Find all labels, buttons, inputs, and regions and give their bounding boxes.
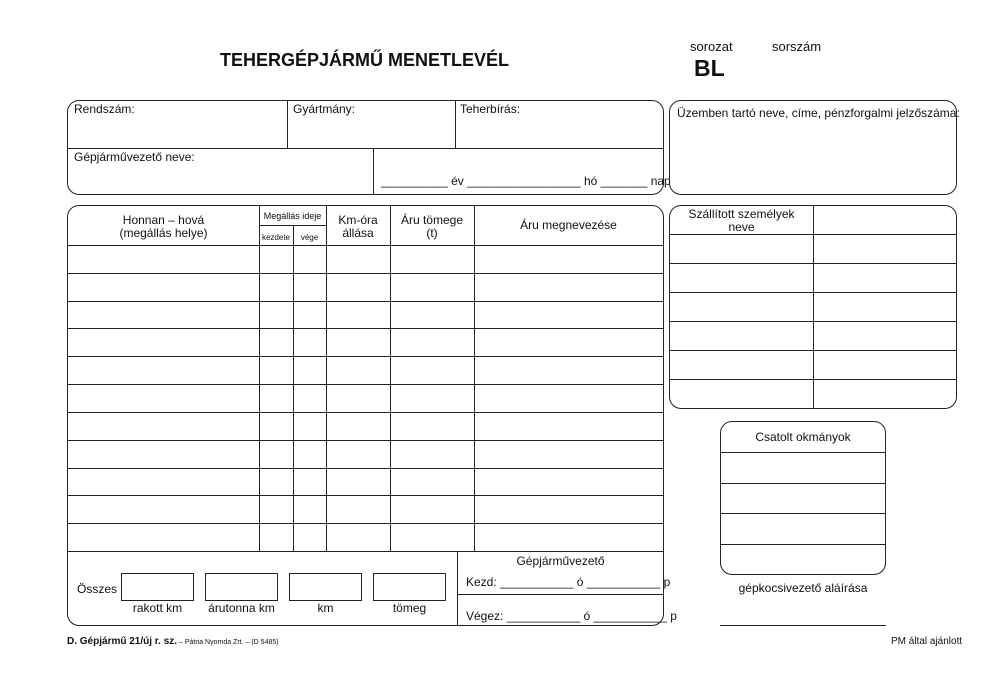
sorozat-label: sorozat <box>690 39 733 54</box>
col-start: kezdete <box>261 233 291 242</box>
arutonna-km-input[interactable] <box>205 573 278 601</box>
month-blank: _________________ <box>467 174 581 188</box>
totals-label: Összes <box>77 582 118 596</box>
operator-label: Üzemben tartó neve, címe, pénzforgalmi jelzőszáma: <box>677 106 960 120</box>
date-field[interactable] <box>381 174 671 188</box>
table-row <box>68 273 663 274</box>
footer-right: PM által ajánlott <box>891 636 963 647</box>
km-input[interactable] <box>289 573 362 601</box>
rendszam-field[interactable]: Rendszám: <box>74 102 135 116</box>
table-row <box>68 495 663 496</box>
list-item <box>721 544 885 545</box>
table-row <box>68 356 663 357</box>
table-row <box>68 328 663 329</box>
nap-label: nap <box>650 174 671 188</box>
year-blank: __________ <box>381 174 448 188</box>
attachments-title: Csatolt okmányok <box>755 430 851 444</box>
tomeg-input[interactable] <box>373 573 446 601</box>
table-row <box>68 468 663 469</box>
table-row <box>670 234 956 235</box>
table-row <box>670 321 956 322</box>
ev-label: év <box>451 174 464 188</box>
rakott-km-input[interactable] <box>121 573 194 601</box>
table-row <box>670 350 956 351</box>
driver-sign-title: Gépjárművezető <box>516 554 605 568</box>
signature-label: gépkocsivezető aláírása <box>738 581 868 595</box>
start-time-field[interactable]: Kezd: ___________ ó ___________ p <box>466 575 671 589</box>
end-time-field[interactable]: Végez: ___________ ó ___________ p <box>466 609 677 623</box>
arutonna-km-label: árutonna km <box>208 601 275 615</box>
driver-name-field[interactable]: Gépjárművezető neve: <box>74 150 195 164</box>
rakott-km-label: rakott km <box>132 601 183 615</box>
table-row <box>670 263 956 264</box>
series-code: BL <box>694 55 725 81</box>
table-row <box>68 412 663 413</box>
km-label: km <box>317 601 334 615</box>
table-row <box>68 301 663 302</box>
sorszam-label: sorszám <box>772 39 822 54</box>
ho-label: hó <box>583 174 598 188</box>
col-from-to: Honnan – hová (megállás helye) <box>119 213 208 240</box>
gyartmany-field[interactable]: Gyártmány: <box>293 102 356 116</box>
col-goods: Áru megnevezése <box>520 218 617 232</box>
attachments-table <box>720 421 886 575</box>
table-row <box>670 292 956 293</box>
list-item <box>721 513 885 514</box>
table-row <box>68 384 663 385</box>
list-item <box>721 452 885 453</box>
passengers-header: Szállított személyek neve <box>688 207 795 234</box>
form-title: TEHERGÉPJÁRMŰ MENETLEVÉL <box>220 50 510 70</box>
col-end: vége <box>300 233 319 242</box>
table-row <box>68 523 663 524</box>
col-stop-time: Megállás ideje <box>263 211 322 221</box>
signature-line[interactable] <box>720 625 886 626</box>
footer-left: D. Gépjármű 21/új r. sz. – Pátria Nyomda Zrt. – (D 5485) <box>67 636 279 647</box>
table-row <box>670 379 956 380</box>
col-weight: Áru tömege (t) <box>400 213 464 240</box>
table-row <box>68 440 663 441</box>
col-km: Km-óra állása <box>338 213 378 240</box>
tomeg-label: tömeg <box>392 601 427 615</box>
teherbiras-field[interactable]: Teherbírás: <box>460 102 521 116</box>
day-blank: _______ <box>600 174 648 188</box>
list-item <box>721 483 885 484</box>
